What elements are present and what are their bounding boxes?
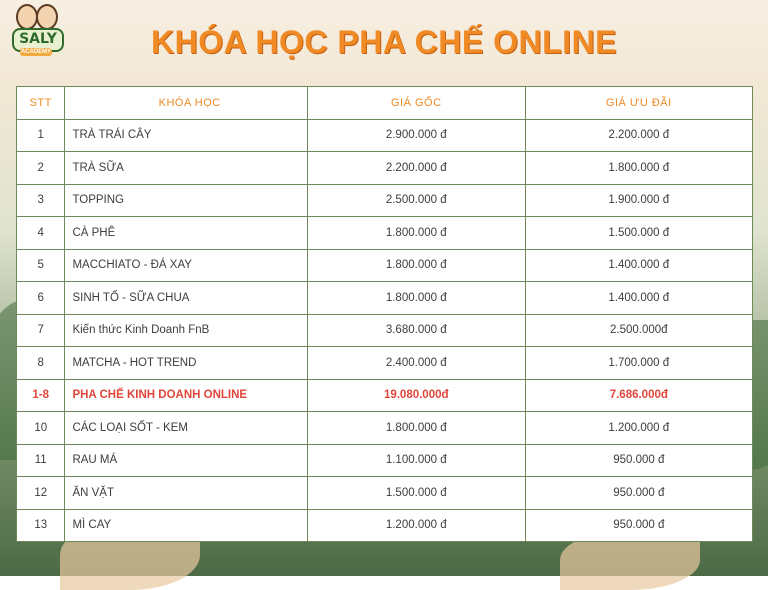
cell-sale-price: 950.000 đ: [525, 444, 752, 477]
cell-original-price: 1.500.000 đ: [307, 477, 525, 510]
course-price-table: [16, 86, 753, 542]
cell-course: SINH TỐ - SỮA CHUA: [65, 282, 307, 315]
logo-subtext: ACADEMY: [20, 49, 52, 55]
table-row: [17, 282, 753, 315]
cell-sale-price: 950.000 đ: [525, 509, 752, 542]
table-row: [17, 184, 753, 217]
logo-text: SALY: [12, 28, 64, 52]
cell-original-price: 1.800.000 đ: [307, 412, 525, 445]
header-course: KHÓA HỌC: [65, 87, 307, 120]
cell-sale-price: 1.800.000 đ: [525, 152, 752, 185]
table-row: [17, 152, 753, 185]
table-row: [17, 412, 753, 445]
table-row: [17, 379, 753, 412]
cell-course: MACCHIATO - ĐÁ XAY: [65, 249, 307, 282]
cell-course: TOPPING: [65, 184, 307, 217]
cell-sale-price: 2.200.000 đ: [525, 119, 752, 152]
cell-stt: 10: [17, 412, 65, 445]
cell-stt: 12: [17, 477, 65, 510]
cell-original-price: 2.200.000 đ: [307, 152, 525, 185]
cell-original-price: 1.800.000 đ: [307, 282, 525, 315]
cell-stt: 11: [17, 444, 65, 477]
cell-stt: 1: [17, 119, 65, 152]
table-row: [17, 444, 753, 477]
cell-course: PHA CHẾ KINH DOANH ONLINE: [65, 379, 307, 412]
cell-original-price: 2.500.000 đ: [307, 184, 525, 217]
cell-stt: 7: [17, 314, 65, 347]
cell-sale-price: 950.000 đ: [525, 477, 752, 510]
cell-sale-price: 1.400.000 đ: [525, 249, 752, 282]
cell-original-price: 1.100.000 đ: [307, 444, 525, 477]
cell-sale-price: 1.500.000 đ: [525, 217, 752, 250]
table-header-row: [17, 87, 753, 120]
table-row: [17, 314, 753, 347]
cell-original-price: 19.080.000đ: [307, 379, 525, 412]
cell-course: MÌ CAY: [65, 509, 307, 542]
cell-original-price: 3.680.000 đ: [307, 314, 525, 347]
cell-stt: 13: [17, 509, 65, 542]
cell-sale-price: 2.500.000đ: [525, 314, 752, 347]
table-row: [17, 509, 753, 542]
table-row: [17, 477, 753, 510]
cell-course: TRÀ SỮA: [65, 152, 307, 185]
cell-course: TRÀ TRÁI CÂY: [65, 119, 307, 152]
table-row: [17, 249, 753, 282]
cell-original-price: 1.800.000 đ: [307, 217, 525, 250]
cell-course: ĂN VẶT: [65, 477, 307, 510]
header-original-price: GIÁ GỐC: [307, 87, 525, 120]
cell-original-price: 2.900.000 đ: [307, 119, 525, 152]
page-title: KHÓA HỌC PHA CHẾ ONLINE: [150, 24, 618, 60]
header-stt: STT: [17, 87, 65, 120]
cell-sale-price: 1.900.000 đ: [525, 184, 752, 217]
cell-stt: 8: [17, 347, 65, 380]
table-row: [17, 217, 753, 250]
cell-stt: 4: [17, 217, 65, 250]
cell-sale-price: 7.686.000đ: [525, 379, 752, 412]
cell-original-price: 2.400.000 đ: [307, 347, 525, 380]
cell-course: RAU MÁ: [65, 444, 307, 477]
header-sale-price: GIÁ ƯU ĐÃI: [525, 87, 752, 120]
cell-sale-price: 1.700.000 đ: [525, 347, 752, 380]
table-row: [17, 347, 753, 380]
cell-stt: 3: [17, 184, 65, 217]
cell-course: Kiến thức Kinh Doanh FnB: [65, 314, 307, 347]
cell-course: CÁC LOẠI SỐT - KEM: [65, 412, 307, 445]
cell-sale-price: 1.200.000 đ: [525, 412, 752, 445]
cell-stt: 5: [17, 249, 65, 282]
cell-course: CÀ PHÊ: [65, 217, 307, 250]
cell-original-price: 1.200.000 đ: [307, 509, 525, 542]
cell-stt: 2: [17, 152, 65, 185]
cell-stt: 1-8: [17, 379, 65, 412]
cell-sale-price: 1.400.000 đ: [525, 282, 752, 315]
cell-original-price: 1.800.000 đ: [307, 249, 525, 282]
cell-course: MATCHA - HOT TREND: [65, 347, 307, 380]
table-row: [17, 119, 753, 152]
cell-stt: 6: [17, 282, 65, 315]
